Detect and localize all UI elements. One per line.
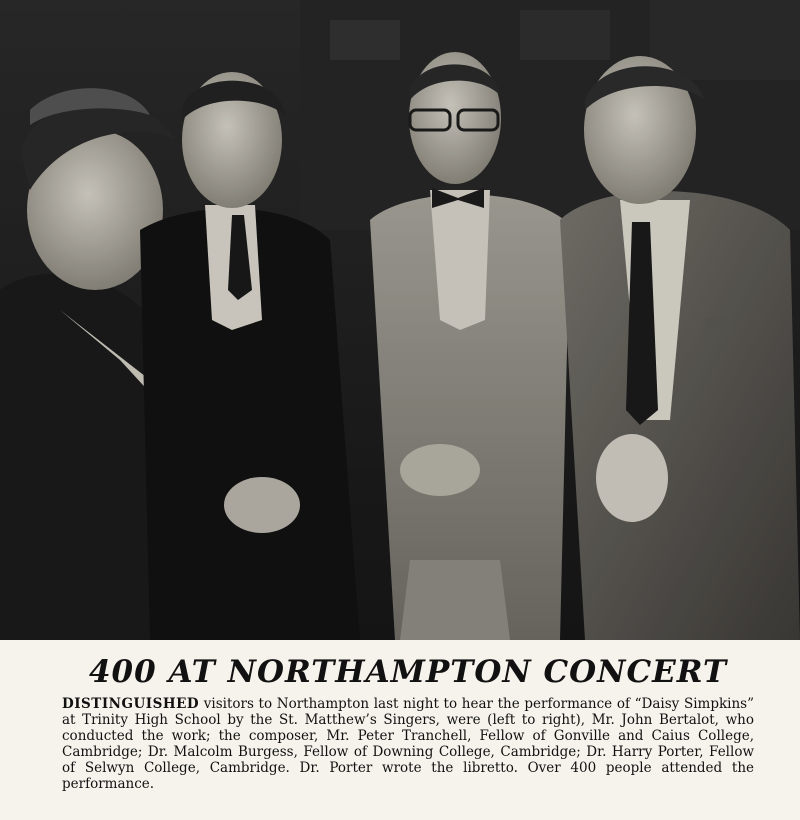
lead-word: DISTINGUISHED	[62, 696, 200, 712]
headline: 400 AT NORTHAMPTON CONCERT	[88, 654, 728, 690]
article-body	[62, 696, 754, 792]
article-body-text: visitors to Northampton last night to hear the performance of “Daisy Simpkins” at Trinity High School by the St. Matthew’s Singers, were (left to right), Mr. John Bertalot, who conducted the work; the composer, Mr. Peter Tranchell, Fellow of Gonville and Caius College, Cambridge; Dr. Malcolm Burgess, Fellow of Downing College, Cambridge; Dr. Harry Porter, Fellow of Selwyn College, Cambridge. Dr. Porter wrote the libretto. Over 400 people attended the performance.	[62, 696, 754, 792]
caption-block	[0, 640, 800, 820]
